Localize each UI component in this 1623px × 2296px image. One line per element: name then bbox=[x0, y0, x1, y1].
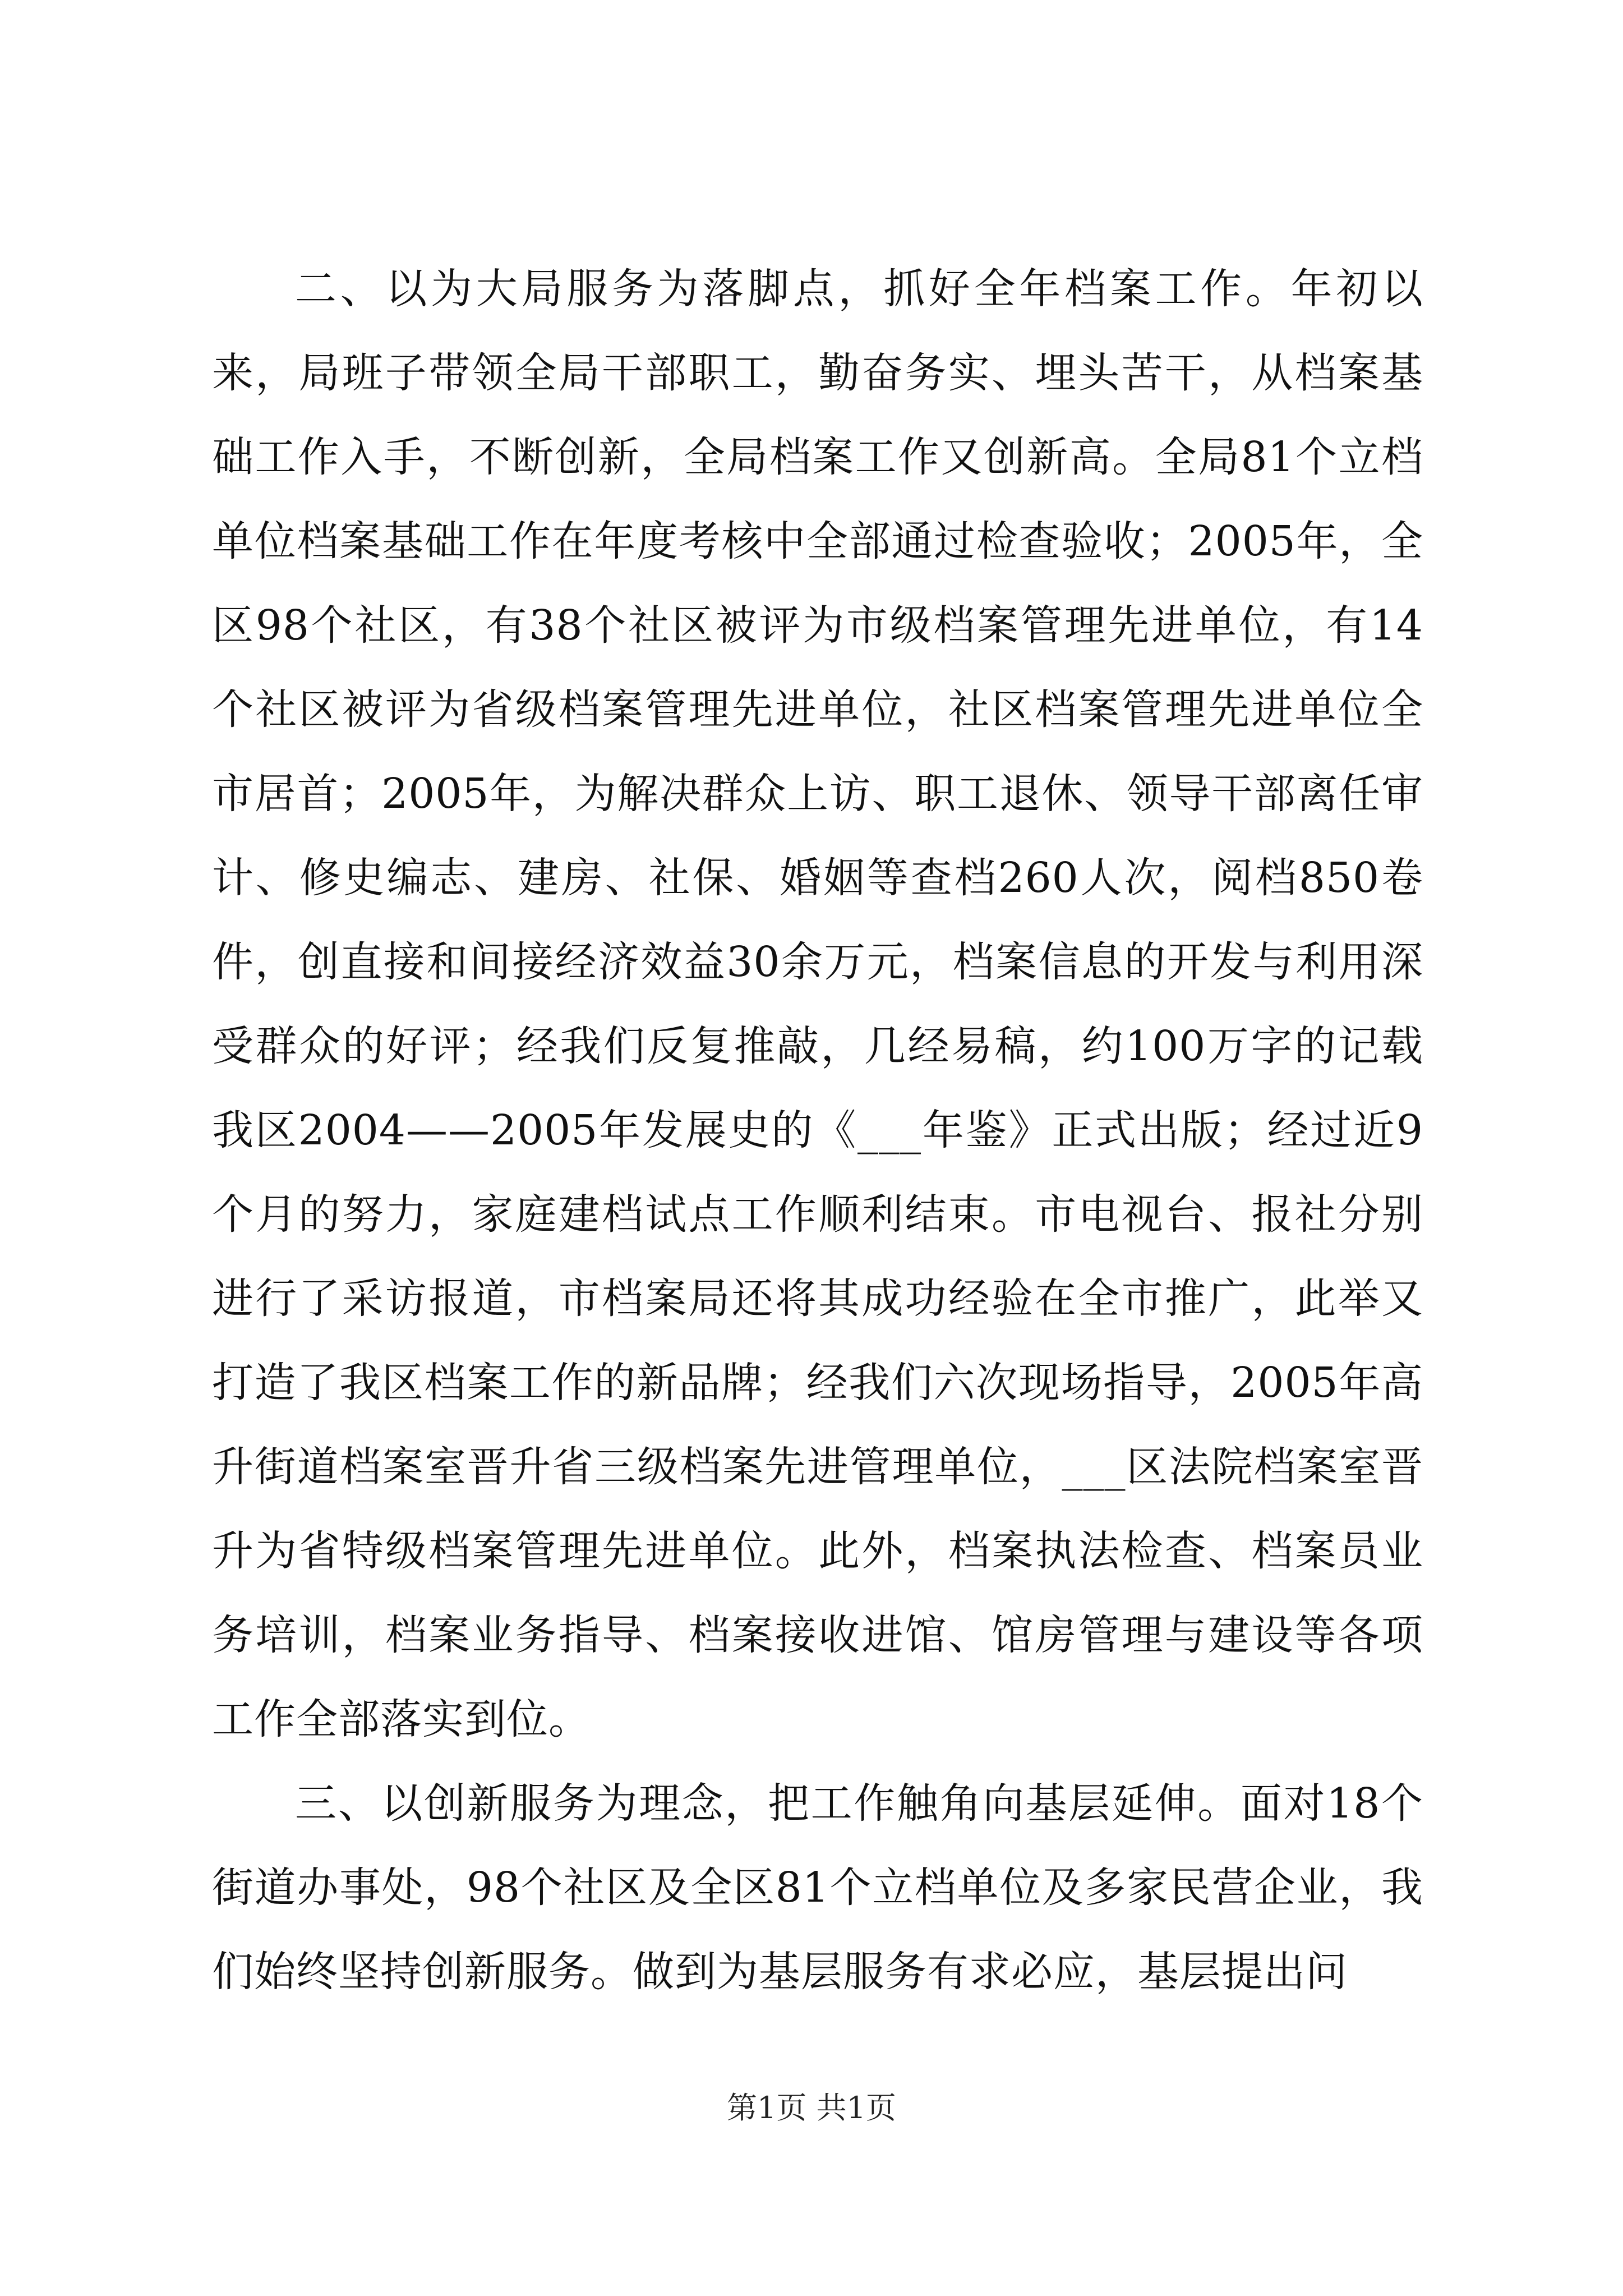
document-body bbox=[212, 247, 1423, 2014]
paragraph-section-three: 三、以创新服务为理念，把工作触角向基层延伸。面对18个街道办事处，98个社区及全区81个立档单位及多家民营企业，我们始终坚持创新服务。做到为基层服务有求必应，基层提出问 bbox=[212, 1779, 1423, 1996]
paragraph-section-two: 二、以为大局服务为落脚点，抓好全年档案工作。年初以来，局班子带领全局干部职工，勤奋务实、埋头苦干，从档案基础工作入手，不断创新，全局档案工作又创新高。全局81个立档单位档案基础工作在年度考核中全部通过检查验收；2005年，全区98个社区，有38个社区被评为市级档案管理先进单位，有14个社区被评为省级档案管理先进单位，社区档案管理先进单位全市居首；2005年，为解决群众上访、职工退休、领导干部离任审计、修史编志、建房、社保、婚姻等查档260人次，阅档850卷件，创直接和间接经济效益30余万元，档案信息的开发与利用深受群众的好评；经我们反复推敲，几经易稿，约100万字的记载我区2004——2005年发展史的《___年鉴》正式出版；经过近9个月的努力，家庭建档试点工作顺利结束。市电视台、报社分别进行了采访报道，市档案局还将其成功经验在全市推广，此举又打造了我区档案工作的新品牌；经我们六次现场指导，2005年高升街道档案室晋升省三级档案先进管理单位，___区法院档案室晋升为省特级档案管理先进单位。此外，档案执法检查、档案员业务培训，档案业务指导、档案接收进馆、馆房管理与建设等各项工作全部落实到位。 bbox=[212, 265, 1423, 1743]
page-footer: 第1页 共1页 bbox=[727, 2090, 896, 2125]
